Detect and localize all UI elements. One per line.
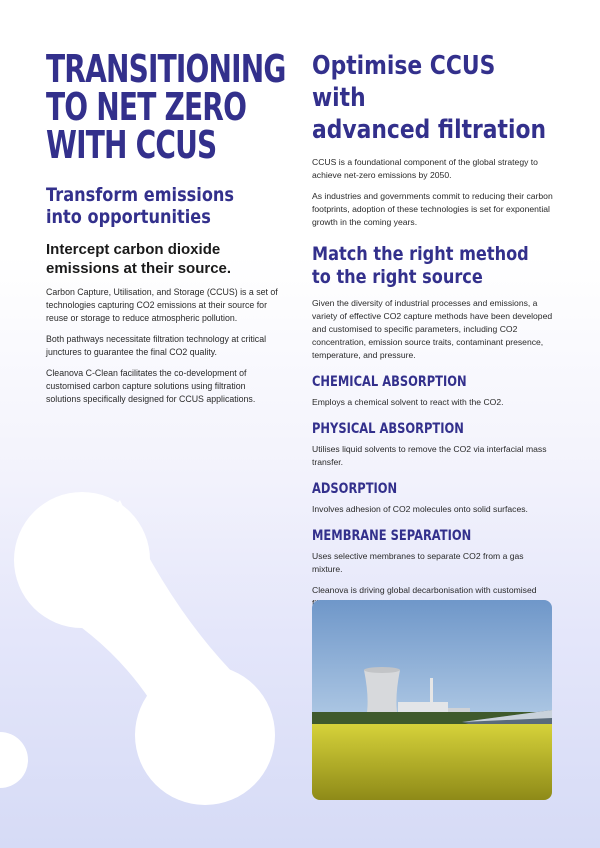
lead-text: Intercept carbon dioxide emissions at their source. [46, 241, 232, 277]
method-text: Involves adhesion of CO2 molecules onto solid surfaces. [312, 504, 528, 514]
left-column [46, 47, 286, 406]
closing-paragraph: Cleanova is driving global decarbonisation with customised [312, 585, 537, 595]
right-heading: Optimise CCUS with advanced filtration [312, 51, 546, 145]
ccus-definition: Carbon Capture, Utilisation, and Storage (CCUS) is a set of technologies capturing CO2 emissions at their source for reuse or storage to reduce atmospheric pollution. [46, 287, 278, 323]
filtration-paragraph: Both pathways necessitate filtration technology at critical junctures to guarantee the final CO2 quality. [46, 334, 267, 357]
method-text: Uses selective membranes to separate CO2 from a gas mixture. [312, 551, 524, 574]
cleanova-paragraph: Cleanova C-Clean facilitates the co-development of customised carbon capture solutions using filtration solutions specifically designed for CCUS applications. [46, 368, 256, 404]
method-heading: MEMBRANE SEPARATION [312, 528, 472, 544]
method-heading: ADSORPTION [312, 481, 398, 497]
intro-paragraph-1: CCUS is a foundational component of the global strategy to achieve net-zero emissions by 2050. [312, 157, 538, 180]
power-plant-photo [312, 600, 552, 800]
intro-paragraph-2: As industries and governments commit to reducing their carbon footprints, adoption of these technologies is set for exponential growth in the coming years. [312, 191, 553, 227]
section-subtitle: Transform emissions into opportunities [46, 184, 235, 228]
method-heading: PHYSICAL ABSORPTION [312, 421, 464, 437]
right-column [312, 50, 556, 610]
match-paragraph: Given the diversity of industrial processes and emissions, a variety of effective CO2 capture methods have been developed and customised to specific parameters, including CO2 concentration, emission source traits, contaminant presence, temperature, and pressure. [312, 298, 553, 360]
method-heading: CHEMICAL ABSORPTION [312, 374, 467, 390]
page-title: TRANSITIONING TO NET ZERO WITH CCUS [46, 47, 286, 167]
match-heading: Match the right method to the right source [312, 243, 529, 288]
method-text: Employs a chemical solvent to react with the CO2. [312, 397, 504, 407]
method-text: Utilises liquid solvents to remove the CO2 via interfacial mass transfer. [312, 444, 547, 467]
